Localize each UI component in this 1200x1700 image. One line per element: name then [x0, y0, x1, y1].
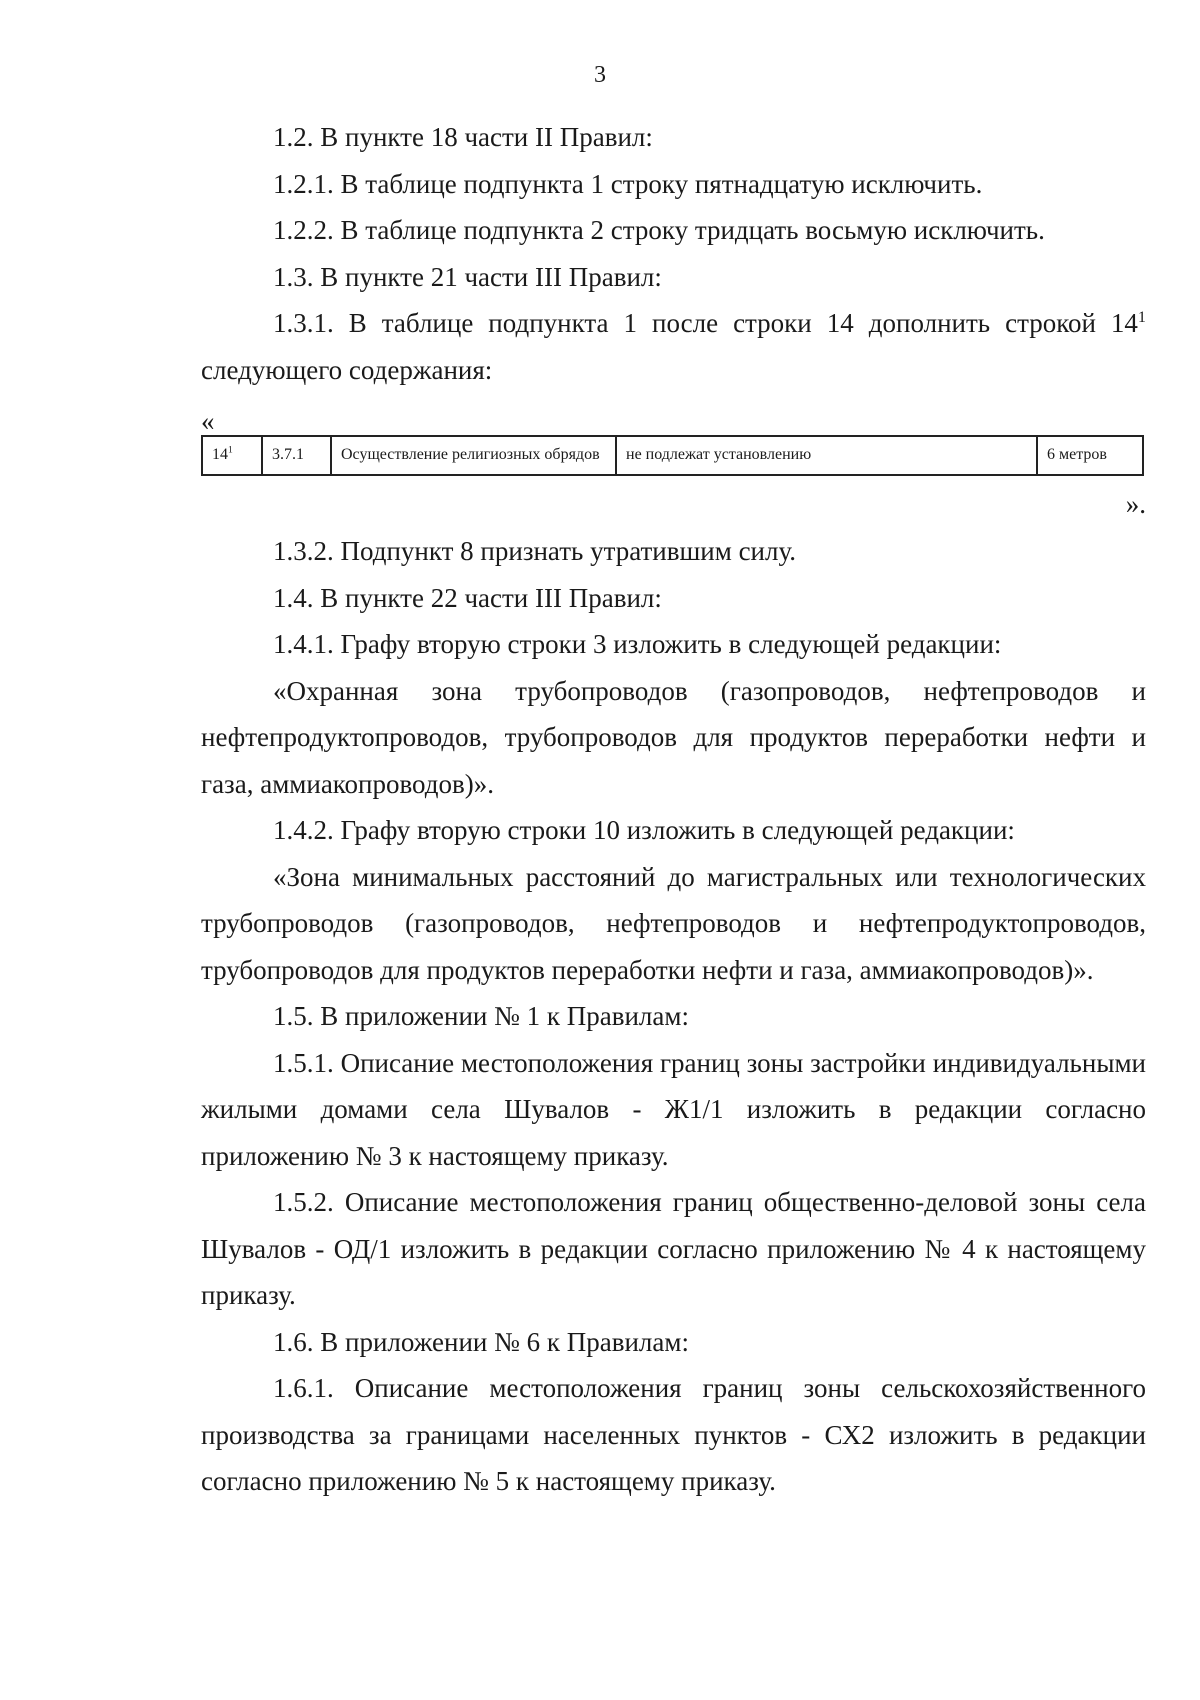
cell-code: 3.7.1 — [262, 436, 331, 475]
paragraph-1-4-2: 1.4.2. Графу вторую строки 10 изложить в следующей редакции: — [273, 815, 1015, 845]
paragraph-1-2-1: 1.2.1. В таблице подпункта 1 строку пятнадцатую исключить. — [273, 168, 983, 199]
paragraph-1-5-2: 1.5.2. Описание местоположения границ общественно-деловой зоны села Шувалов - ОД/1 изложить в редакции согласно приложению № 4 к настоящему приказу. — [201, 1187, 1146, 1310]
paragraph-1-5: 1.5. В приложении № 1 к Правилам: — [273, 1001, 689, 1031]
paragraph-1-4-1-quote: «Охранная зона трубопроводов (газопроводов, нефтепроводов и нефтепродуктопроводов, трубопроводов для продуктов переработки нефти и газа, аммиакопроводов)». — [201, 675, 1146, 799]
paragraph-1-6: 1.6. В приложении № 6 к Правилам: — [273, 1326, 689, 1357]
paragraph-1-6-1: 1.6.1. Описание местоположения границ зоны сельскохозяйственного производства за границами населенных пунктов - СХ2 изложить в редакции согласно приложению № 5 к настоящему приказу. — [201, 1373, 1146, 1496]
cell-distance: 6 метров — [1037, 436, 1143, 475]
paragraph-1-4-1: 1.4.1. Графу вторую строки 3 изложить в следующей редакции: — [273, 629, 1002, 659]
paragraph-1-4-2-quote: «Зона минимальных расстояний до магистральных или технологических трубопроводов (газопроводов, нефтепроводов и нефтепродуктопроводов, трубопроводов для продуктов переработки нефти и газа, аммиакопроводов)». — [201, 861, 1146, 985]
paragraph-1-2: 1.2. В пункте 18 части II Правил: — [273, 122, 653, 152]
amendment-table — [201, 435, 1144, 476]
paragraph-1-3-1-continuation: следующего содержания: — [201, 354, 493, 385]
document-body — [201, 114, 1146, 1505]
table-row — [202, 436, 1143, 475]
paragraph-1-3-1 — [201, 300, 1146, 347]
opening-quote: « — [201, 406, 215, 436]
cell-row-number: $14^1$ — [202, 436, 262, 475]
superscript: 1 — [1137, 308, 1146, 326]
closing-quote: ». — [1125, 489, 1146, 519]
paragraph-1-3-2: 1.3.2. Подпункт 8 признать утратившим силу. — [273, 536, 797, 566]
cell-limits: не подлежат установлению — [616, 436, 1037, 475]
paragraph-1-4: 1.4. В пункте 22 части III Правил: — [273, 582, 662, 613]
page-number: 3 — [594, 62, 606, 88]
paragraph-1-3: 1.3. В пункте 21 части III Правил: — [273, 261, 662, 292]
paragraph-1-3-1-text: 1.3.1. В таблице подпункта 1 после строки 14 дополнить строкой 14 — [273, 308, 1138, 338]
cell-permitted-use: Осуществление религиозных обрядов — [331, 436, 616, 475]
paragraph-1-5-1: 1.5.1. Описание местоположения границ зоны застройки индивидуальными жилыми домами села Шувалов - Ж1/1 изложить в редакции согласно приложению № 3 к настоящему приказу. — [201, 1047, 1146, 1171]
paragraph-1-2-2: 1.2.2. В таблице подпункта 2 строку тридцать восьмую исключить. — [273, 215, 1045, 245]
